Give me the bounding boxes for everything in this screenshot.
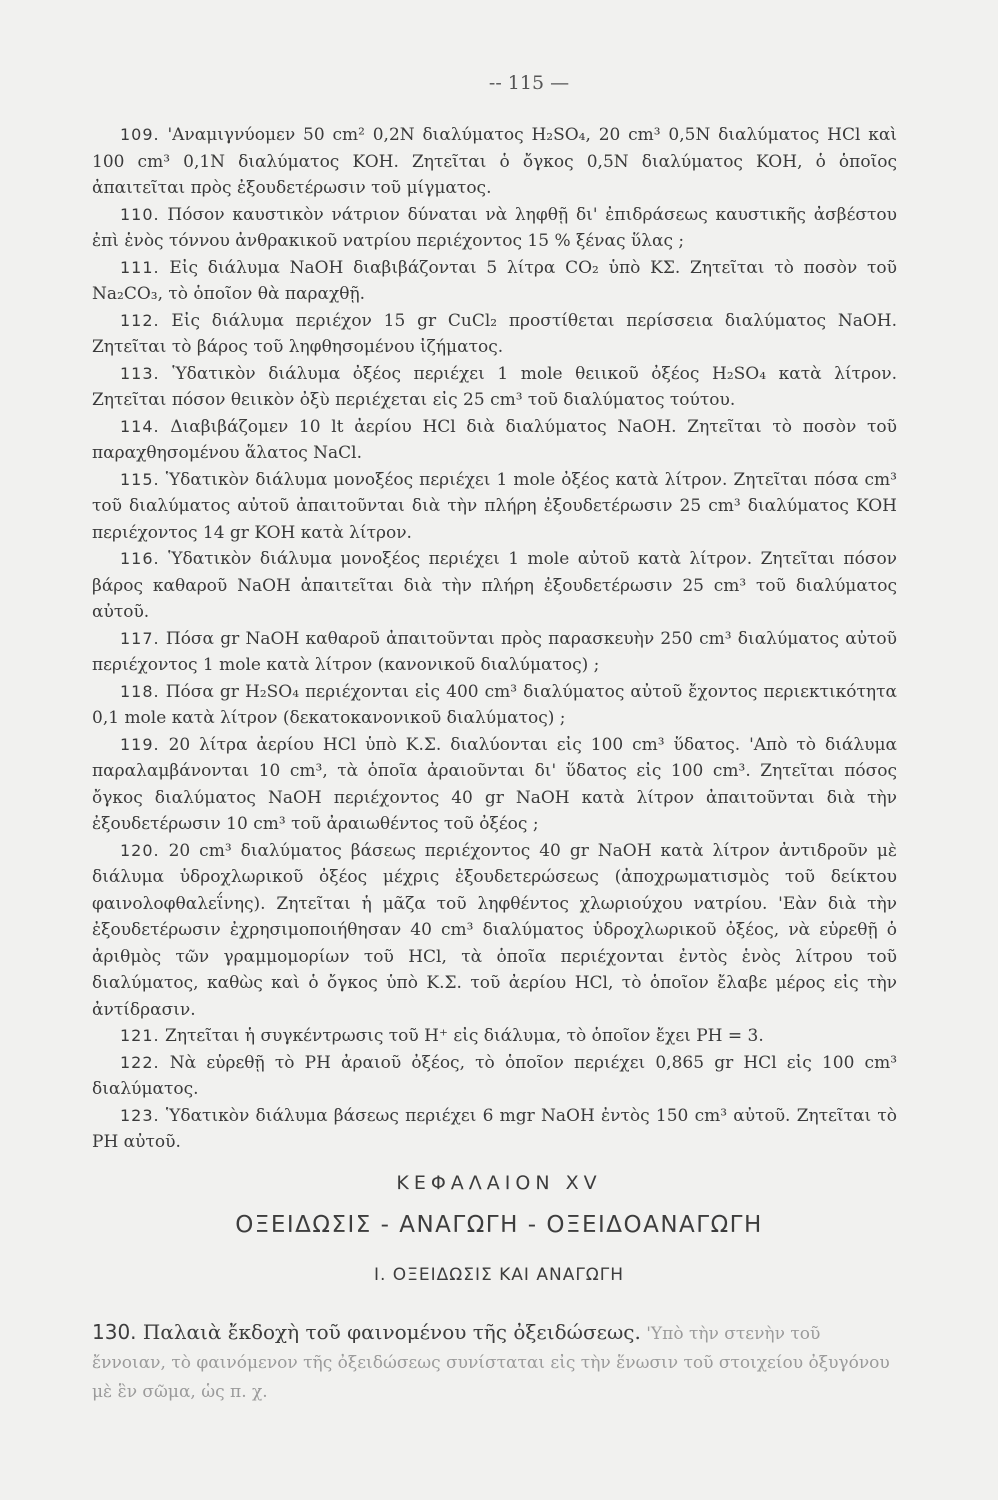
- problem-text: Νὰ εὑρεθῇ τὸ PH ἀραιοῦ ὀξέος, τὸ ὁποῖον περιέχει 0,865 gr HCl εἰς 100 cm³ διαλύματος.: [92, 1052, 898, 1099]
- intro-text: 'Υπὸ τὴν στενὴν τοῦ ἔννοιαν, τὸ φαινόμενον τῆς ὀξειδώσεως συνίσταται εἰς τὴν ἕνωσιν τοῦ στοιχείου ὀξυγόνου μὲ ἓν σῶμα, ὡς π. χ.: [92, 1324, 890, 1402]
- problem-number: 116.: [120, 549, 160, 568]
- problem-list: [92, 122, 897, 1156]
- problem-item: [92, 202, 897, 255]
- intro-heading-wrap: [92, 1320, 641, 1344]
- problem-number: 111.: [120, 257, 160, 277]
- problem-text: Ὑδατικὸν διάλυμα ὀξέος περιέχει 1 mole θειικοῦ ὀξέος H₂SO₄ κατὰ λίτρον. Ζητεῖται πόσον θειικὸν ὀξὺ περιέχεται εἰς 25 cm³ τοῦ διαλύματος τούτου.: [92, 363, 897, 410]
- problem-number: 120.: [120, 840, 160, 860]
- chapter-title: ΟΞΕΙΔΩΣΙΣ - ΑΝΑΓΩΓΗ - ΟΞΕΙΔΟΑΝΑΓΩΓΗ: [235, 1212, 763, 1238]
- problem-number: 113.: [120, 363, 160, 383]
- section-intro: [92, 1318, 897, 1407]
- problem-item: [92, 467, 897, 547]
- problem-text: Διαβιβάζομεν 10 lt ἀερίου HCl διὰ διαλύματος NaOH. Ζητεῖται τὸ ποσὸν τοῦ παραχθησομένου ἅλατος NaCl.: [92, 416, 897, 463]
- problem-text: Πόσον καυστικὸν νάτριον δύναται νὰ ληφθῇ δι' ἐπιδράσεως καυστικῆς ἀσβέστου ἐπὶ ἑνὸς τόννου ἀνθρακικοῦ νατρίου περιέχοντος 15 % ξένας ὕλας ;: [92, 204, 897, 251]
- problem-number: 118.: [120, 681, 160, 701]
- problem-text: Ὑδατικὸν διάλυμα μονοξέος περιέχει 1 mole αὐτοῦ κατὰ λίτρον. Ζητεῖται πόσον βάρος καθαροῦ NaOH ἀπαιτεῖται διὰ τὴν πλήρη ἐξουδετέρωσιν 25 cm³ τοῦ διαλύματος αὐτοῦ.: [92, 549, 898, 622]
- problem-item: [92, 626, 897, 679]
- problem-text: Πόσα gr NaOH καθαροῦ ἀπαιτοῦνται πρὸς παρασκευὴν 250 cm³ διαλύματος αὐτοῦ περιέχοντος 1 mole κατὰ λίτρον (κανονικοῦ διαλύματος) ;: [92, 628, 898, 675]
- problem-number: 115.: [120, 469, 160, 489]
- problem-number: 112.: [120, 310, 160, 330]
- problem-item: [92, 732, 897, 838]
- problem-text: Ὑδατικὸν διάλυμα βάσεως περιέχει 6 mgr NaOH ἐντὸς 150 cm³ αὐτοῦ. Ζητεῖται τὸ PH αὐτοῦ.: [92, 1105, 898, 1152]
- problem-text: Πόσα gr H₂SO₄ περιέχονται εἰς 400 cm³ διαλύματος αὐτοῦ ἔχοντος περιεκτικότητα 0,1 mole κατὰ λίτρον (δεκατοκανονικοῦ διαλύματος) ;: [92, 681, 897, 728]
- problem-text: Εἰς διάλυμα NaOH διαβιβάζονται 5 λίτρα CO₂ ὑπὸ ΚΣ. Ζητεῖται τὸ ποσὸν τοῦ Na₂CO₃, τὸ ὁποῖον θὰ παραχθῇ.: [92, 257, 897, 304]
- problem-item: [92, 546, 897, 626]
- problem-text: Εἰς διάλυμα περιέχον 15 gr CuCl₂ προστίθεται περίσσεια διαλύματος NaOH. Ζητεῖται τὸ βάρος τοῦ ληφθησομένου ἰζήματος.: [92, 310, 897, 357]
- page-number: -- 115 —: [488, 72, 570, 94]
- problem-item: [92, 1103, 897, 1156]
- problem-number: 122.: [120, 1052, 160, 1072]
- problem-item: [92, 1050, 897, 1103]
- problem-number: 110.: [120, 204, 160, 224]
- problem-text: 20 λίτρα ἀερίου HCl ὑπὸ Κ.Σ. διαλύονται εἰς 100 cm³ ὕδατος. 'Απὸ τὸ διάλυμα παραλαμβάνονται 10 cm³, τὰ ὁποῖα ἀραιοῦνται δι' ὕδατος εἰς 100 cm³. Ζητεῖται πόσος ὄγκος διαλύματος NaOH περιέχοντος 40 gr NaOH κατὰ λίτρον ἀπαιτοῦνται διὰ τὴν ἐξουδετέρωσιν 10 cm³ τοῦ ἀραιωθέντος τοῦ ὀξέος ;: [92, 734, 898, 834]
- problem-number: 114.: [120, 416, 160, 436]
- problem-item: [92, 1023, 897, 1050]
- problem-text: 20 cm³ διαλύματος βάσεως περιέχοντος 40 gr NaOH κατὰ λίτρον ἀντιδροῦν μὲ διάλυμα ὑδροχλωρικοῦ ὀξέος μέχρις ἐξουδετερώσεως (ἀποχρωματισμὸς τοῦ δείκτου φαινολοφθαλεΐνης). Ζητεῖται ἡ μᾶζα τοῦ ληφθέντος χλωριούχου νατρίου. 'Εὰν διὰ τὴν ἐξουδετέρωσιν ἐχρησιμοποιήθησαν 40 cm³ διαλύματος ὑδροχλωρικοῦ ὀξέος, νὰ εὑρεθῇ ὁ ἀριθμὸς τῶν γραμμομορίων τοῦ HCl, τὰ ὁποῖα περιέχονται ἐντὸς ἑνὸς λίτρου τοῦ διαλύματος, καθὼς καὶ ὁ ὄγκος ὑπὸ Κ.Σ. τοῦ ἀερίου HCl, τὸ ὁποῖον ἔλαβε μέρος εἰς τὴν ἀντίδρασιν.: [92, 840, 897, 1020]
- intro-heading: Παλαιὰ ἔκδοχὴ τοῦ φαινομένου τῆς ὀξειδώσεως.: [142, 1320, 641, 1344]
- problem-item: [92, 255, 897, 308]
- problem-number: 123.: [120, 1105, 160, 1125]
- problem-text: Ὑδατικὸν διάλυμα μονοξέος περιέχει 1 mole ὀξέος κατὰ λίτρον. Ζητεῖται πόσα cm³ τοῦ διαλύματος αὐτοῦ ἀπαιτοῦνται διὰ τὴν πλήρη ἐξουδετέρωσιν 25 cm³ διαλύματος KOH περιέχοντος 14 gr KOH κατὰ λίτρον.: [92, 469, 897, 543]
- problem-item: [92, 122, 897, 202]
- problem-number: 117.: [120, 628, 160, 648]
- problem-number: 109.: [120, 125, 160, 144]
- chapter-label: ΚΕΦΑΛΑΙΟΝ XV: [396, 1172, 602, 1194]
- problem-text: Ζητεῖται ἡ συγκέντρωσις τοῦ H⁺ εἰς διάλυμα, τὸ ὁποῖον ἔχει PH = 3.: [165, 1026, 764, 1046]
- problem-item: [92, 414, 897, 467]
- intro-number: 130.: [92, 1320, 137, 1344]
- problem-number: 119.: [120, 734, 160, 754]
- problem-item: [92, 361, 897, 414]
- problem-item: [92, 308, 897, 361]
- section-title: Ι. ΟΞΕΙΔΩΣΙΣ ΚΑΙ ΑΝΑΓΩΓΗ: [373, 1265, 625, 1285]
- problem-item: [92, 838, 897, 1024]
- problem-number: 121.: [120, 1026, 160, 1045]
- problem-text: 'Αναμιγνύομεν 50 cm² 0,2N διαλύματος H₂SO₄, 20 cm³ 0,5N διαλύματος HCl καὶ 100 cm³ 0,1N διαλύματος KOH. Ζητεῖται ὁ ὄγκος 0,5N διαλύματος KOH, ὁ ὁποῖος ἀπαιτεῖται πρὸς ἐξουδετέρωσιν τοῦ μίγματος.: [92, 125, 898, 198]
- problem-item: [92, 679, 897, 732]
